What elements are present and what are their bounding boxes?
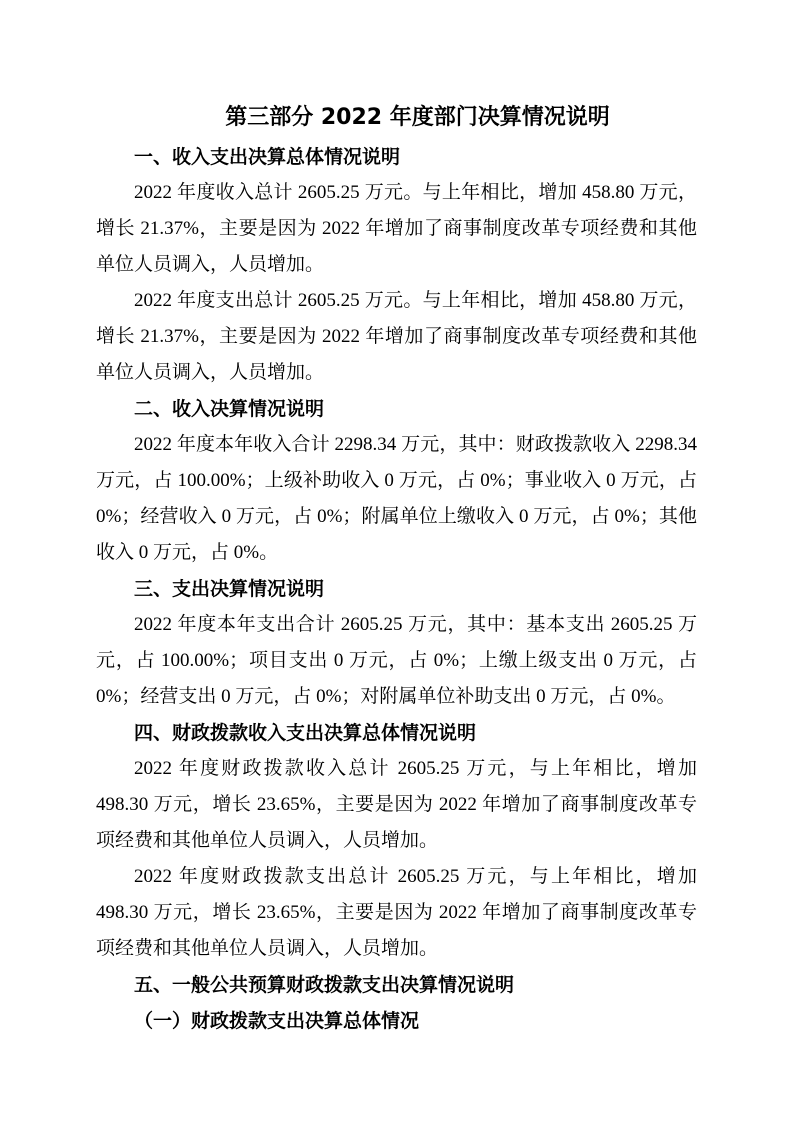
section-1-paragraph-2: 2022 年度支出总计 2605.25 万元。与上年相比，增加 458.80 万元，增长 21.37%，主要是因为 2022 年增加了商事制度改革专项经费和其他单位人员调入，人员增加。	[96, 290, 697, 383]
section-income-expenditure-overview	[96, 139, 697, 391]
section-expenditure-settlement	[96, 571, 697, 715]
section-3-paragraph-1: 2022 年度本年支出合计 2605.25 万元，其中：基本支出 2605.25 万元，占 100.00%；项目支出 0 万元，占 0%；上缴上级支出 0 万元，占 0%；经营支出 0 万元，占 0%；对附属单位补助支出 0 万元，占 0%。	[96, 614, 697, 707]
section-4-paragraph-1: 2022 年度财政拨款收入总计 2605.25 万元，与上年相比，增加 498.30 万元，增长 23.65%，主要是因为 2022 年增加了商事制度改革专项经费和其他单位人员调入，人员增加。	[96, 758, 697, 851]
section-4-heading: 四、财政拨款收入支出决算总体情况说明	[134, 722, 477, 744]
section-1-heading: 一、收入支出决算总体情况说明	[134, 146, 401, 168]
section-1-paragraph-1: 2022 年度收入总计 2605.25 万元。与上年相比，增加 458.80 万元，增长 21.37%，主要是因为 2022 年增加了商事制度改革专项经费和其他单位人员调入，人员增加。	[96, 182, 697, 275]
section-3-heading: 三、支出决算情况说明	[134, 578, 325, 600]
section-fiscal-appropriation-overview	[96, 715, 697, 967]
section-4-paragraph-2: 2022 年度财政拨款支出总计 2605.25 万元，与上年相比，增加 498.30 万元，增长 23.65%，主要是因为 2022 年增加了商事制度改革专项经费和其他单位人员调入，人员增加。	[96, 866, 697, 959]
section-2-paragraph-1: 2022 年度本年收入合计 2298.34 万元，其中：财政拨款收入 2298.34 万元，占 100.00%；上级补助收入 0 万元，占 0%；事业收入 0 万元，占 0%；经营收入 0 万元，占 0%；附属单位上缴收入 0 万元，占 0%；其他收入 0 万元，占 0%。	[96, 434, 697, 563]
section-income-settlement	[96, 391, 697, 571]
page-title: 第三部分 2022 年度部门决算情况说明	[225, 105, 610, 130]
section-5-subheading: （一）财政拨款支出决算总体情况	[134, 1010, 420, 1032]
section-general-public-budget	[96, 967, 697, 1039]
section-5-heading: 五、一般公共预算财政拨款支出决算情况说明	[134, 974, 515, 996]
section-2-heading: 二、收入决算情况说明	[134, 398, 325, 420]
